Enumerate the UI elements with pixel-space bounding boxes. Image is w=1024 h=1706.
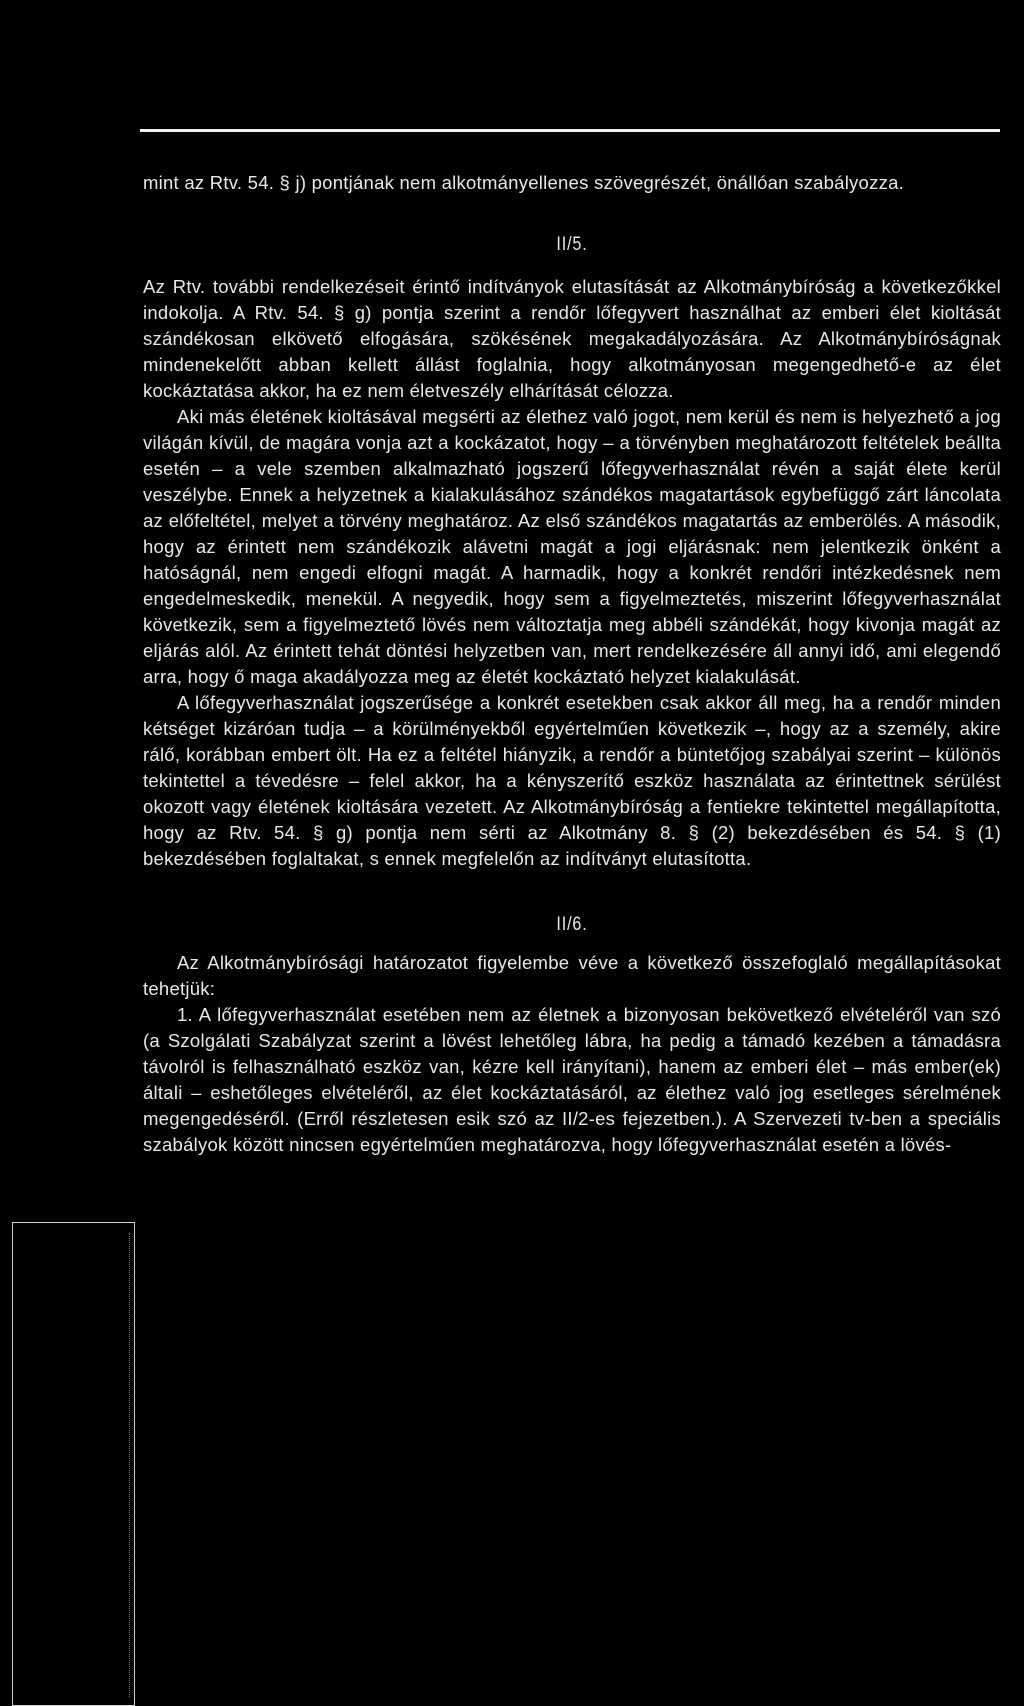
section-5-paragraph-2: Aki más életének kioltásával megsérti az élethez való jogot, nem kerül és nem is helyezhető a jog világán kívül, de magára vonja azt a kockázatot, hogy – a törvényben meghatározott feltételek beállta esetén – a vele szemben alkalmazható jogszerű lőfegyverhasználat révén a saját élete kerül veszélybe. Ennek a helyzetnek a kialakulásához szándékos magatartások egybefüggő zárt láncolata az előfeltétel, melyet a törvény meghatároz. Az első szándékos magatartás az emberölés. A második, hogy az érintett nem szándékozik alávetni magát a jogi eljárásnak: nem jelentkezik önként a hatóságnál, nem engedi elfogni magát. A harmadik, hogy a konkrét rendőri intézkedésnek nem engedelmeskedik, menekül. A negyedik, hogy sem a figyelmeztetés, miszerint lőfegyverhasználat következik, sem a figyelmeztető lövés nem változtatja meg abbéli szándékát, hogy kivonja magát az eljárás alól. Az érintett tehát döntési helyzetben van, mert rendelkezésére áll annyi idő, ami elegendő arra, hogy ő maga akadályozza meg az életét kockáztató helyzet kialakulását. [143, 406, 1001, 687]
section-heading-ii-6: II/6. [556, 914, 588, 935]
section-6-paragraph-2: 1. A lőfegyverhasználat esetében nem az életnek a bizonyosan bekövetkező elvételéről van szó (a Szolgálati Szabályzat szerint a lövést lehetőleg lábra, ha pedig a támadó kezében a támadásra távolról is felhasználható eszköz van, kézre kell irányítani), hanem az emberi élet – más ember(ek) általi – eshetőleges elvételéről, az élet kockáztatásáról, az élethez való jog esetleges sérelmének megengedéséről. (Erről részletesen esik szó az II/2-es fejezetben.). A Szervezeti tv-ben a speciális szabályok között nincsen egyértelműen meghatározva, hogy lőfegyverhasználat esetén a lövés- [143, 1004, 1001, 1155]
margin-box-dotted-edge [129, 1233, 130, 1697]
margin-box [12, 1222, 135, 1706]
section-6-paragraph-1: Az Alkotmánybírósági határozatot figyelembe véve a következő összefoglaló megállapításokat tehetjük: [143, 952, 1001, 999]
section-heading-ii-5: II/5. [556, 234, 588, 255]
section-5-paragraph-1: Az Rtv. további rendelkezéseit érintő indítványok elutasítását az Alkotmánybíróság a következőkkel indokolja. A Rtv. 54. § g) pontja szerint a rendőr lőfegyvert használhat az emberi élet kioltását szándékosan elkövető elfogására, szökésének megakadályozására. Az Alkotmánybíróságnak mindenekelőtt abban kellett állást foglalnia, hogy alkotmányosan megengedhető-e az élet kockáztatása akkor, ha ez nem életveszély elhárítását célozza. [143, 276, 1001, 401]
section-5-paragraph-3: A lőfegyverhasználat jogszerűsége a konkrét esetekben csak akkor áll meg, ha a rendőr minden kétséget kizáróan tudja – a körülményekből egyértelműen következik –, hogy az a személy, akire rálő, korábban embert ölt. Ha ez a feltétel hiányzik, a rendőr a büntetőjog szabályai szerint – különös tekintettel a tévedésre – felel akkor, ha a kényszerítő eszköz használata az érintettnek sérülést okozott vagy életének kioltására vezetett. Az Alkotmánybíróság a fentiekre tekintettel megállapította, hogy az Rtv. 54. § g) pontja nem sérti az Alkotmány 8. § (2) bekezdésében és 54. § (1) bekezdésében foglaltakat, s ennek megfelelőn az indítványt elutasította. [143, 692, 1001, 869]
document-body [143, 170, 1001, 1158]
header-rule [140, 129, 1000, 132]
continuation-paragraph: mint az Rtv. 54. § j) pontjának nem alkotmányellenes szövegrészét, önállóan szabályozza. [143, 172, 905, 193]
